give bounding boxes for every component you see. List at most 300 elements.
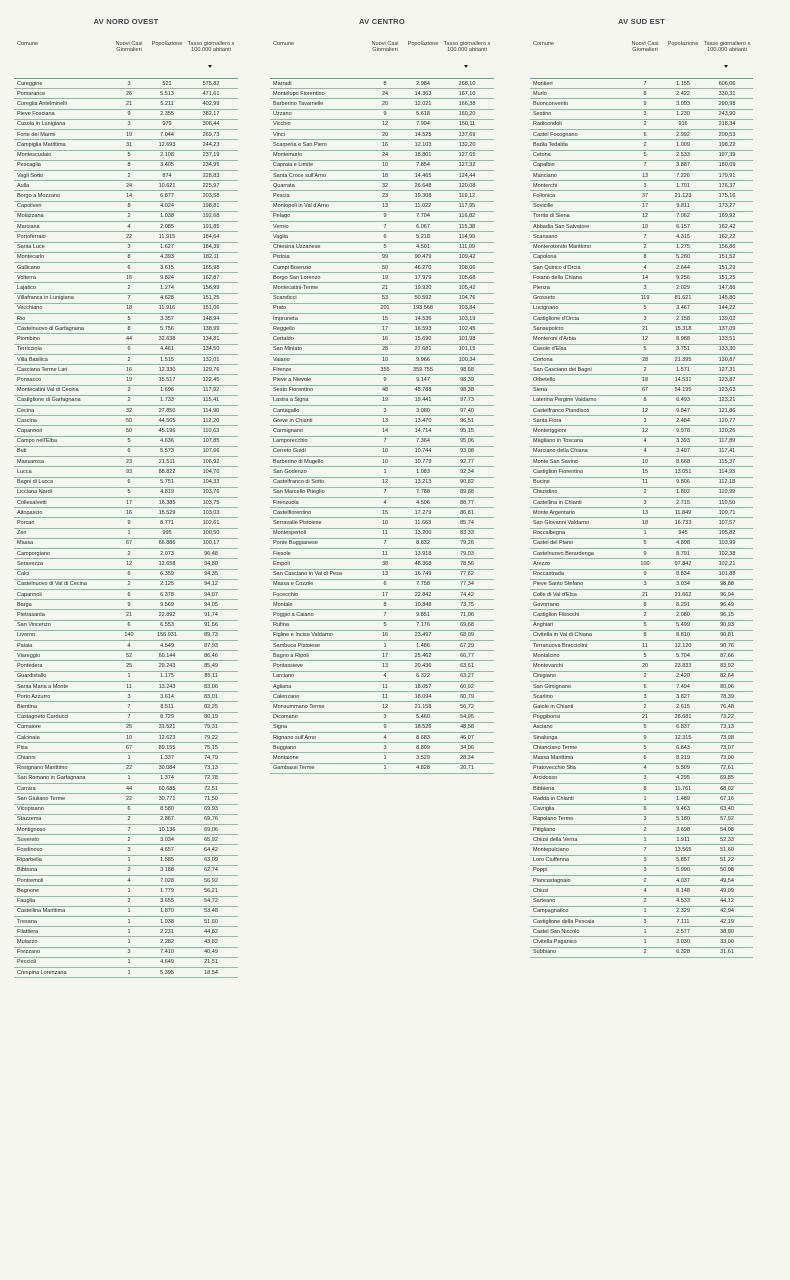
cell-popolazione: 21.395: [674, 356, 692, 363]
table-row: [270, 396, 494, 406]
cell-comune: Firenzuola: [273, 499, 299, 506]
cell-tasso: 103,76: [202, 489, 220, 496]
table-row: [530, 610, 753, 620]
cell-comune: Gavorrano: [533, 601, 559, 608]
cell-nuovi-casi: 19: [381, 274, 389, 281]
table-row: [270, 151, 494, 161]
cell-nuovi-casi: 3: [643, 315, 647, 322]
cell-tasso: 234,95: [202, 162, 220, 169]
cell-comune: Stazzema: [17, 816, 42, 823]
cell-nuovi-casi: 5: [643, 540, 647, 547]
cell-tasso: 71,50: [204, 795, 218, 802]
cell-tasso: 76,48: [720, 703, 734, 710]
cell-tasso: 151,29: [718, 264, 736, 271]
cell-nuovi-casi: 2: [643, 673, 647, 680]
cell-nuovi-casi: 18: [641, 520, 649, 527]
cell-tasso: 93,08: [460, 448, 474, 455]
header-comune[interactable]: Comune: [17, 41, 39, 47]
cell-comune: Carmignano: [273, 428, 303, 435]
cell-tasso: 63,27: [460, 673, 474, 680]
cell-tasso: 62,74: [204, 867, 218, 874]
cell-comune: Poggio a Caiano: [273, 611, 314, 618]
table-header: [530, 41, 753, 79]
table-row: [14, 856, 238, 866]
cell-comune: Dicomano: [273, 714, 298, 721]
cell-popolazione: 6.877: [160, 193, 174, 200]
cell-comune: Firenze: [273, 366, 292, 373]
cell-comune: Forte dei Marmi: [17, 131, 56, 138]
cell-comune: Radda in Chianti: [533, 795, 574, 802]
cell-popolazione: 4.636: [160, 438, 174, 445]
cell-tasso: 28,34: [460, 755, 474, 762]
header-tasso[interactable]: [703, 41, 751, 79]
header-popolazione[interactable]: Popolazione: [151, 41, 183, 47]
table-row: [530, 345, 753, 355]
table-row: [14, 927, 238, 937]
cell-popolazione: 2.533: [676, 152, 690, 159]
cell-popolazione: 14.525: [414, 131, 432, 138]
cell-tasso: 56,21: [204, 887, 218, 894]
cell-nuovi-casi: 21: [125, 101, 133, 108]
cell-tasso: 148,94: [202, 315, 220, 322]
cell-tasso: 127,65: [458, 152, 476, 159]
cell-comune: Castiglione d'Orcia: [533, 315, 579, 322]
cell-comune: Castiglion Fiorentino: [533, 468, 584, 475]
header-comune[interactable]: Comune: [273, 41, 295, 47]
cell-popolazione: 2.158: [676, 315, 690, 322]
table-row: [270, 518, 494, 528]
cell-comune: Castellina in Chianti: [533, 499, 582, 506]
cell-comune: Laterina Pergine Valdarno: [533, 397, 597, 404]
cell-comune: Barberino di Mugello: [273, 458, 324, 465]
cell-popolazione: 2.080: [676, 611, 690, 618]
cell-tasso: 103,19: [458, 315, 476, 322]
cell-tasso: 112,18: [718, 479, 736, 486]
table-row: [270, 232, 494, 242]
cell-nuovi-casi: 11: [382, 683, 388, 690]
table-row: [530, 283, 753, 293]
table-row: [270, 222, 494, 232]
table-row: [14, 130, 238, 140]
cell-comune: Cinigiano: [533, 673, 556, 680]
cell-comune: Montescudaio: [17, 152, 52, 159]
cell-tasso: 52,33: [720, 836, 734, 843]
cell-nuovi-casi: 1: [643, 938, 647, 945]
cell-popolazione: 4.657: [160, 847, 174, 854]
cell-nuovi-casi: 9: [383, 376, 387, 383]
cell-nuovi-casi: 7: [383, 438, 387, 445]
cell-popolazione: 15.517: [158, 376, 176, 383]
table-row: [270, 345, 494, 355]
cell-tasso: 67,29: [460, 642, 474, 649]
cell-nuovi-casi: 9: [643, 734, 647, 741]
table-row: [14, 478, 238, 488]
header-popolazione[interactable]: Popolazione: [407, 41, 439, 47]
cell-comune: Vernio: [273, 223, 289, 230]
cell-tasso: 68,09: [460, 632, 474, 639]
cell-nuovi-casi: 9: [383, 111, 387, 118]
cell-comune: Figline e Incisa Valdarno: [273, 632, 333, 639]
cell-popolazione: 97.842: [674, 560, 692, 567]
table-row: [270, 559, 494, 569]
cell-nuovi-casi: 3: [643, 182, 647, 189]
cell-popolazione: 6.328: [676, 949, 690, 956]
cell-comune: Impruneta: [273, 315, 298, 322]
cell-nuovi-casi: 1: [127, 755, 131, 762]
cell-comune: Molazzana: [17, 213, 44, 220]
cell-nuovi-casi: 16: [381, 141, 389, 148]
cell-tasso: 151,25: [718, 274, 736, 281]
cell-nuovi-casi: 5: [127, 315, 131, 322]
table-row: [270, 120, 494, 130]
table-row: [14, 355, 238, 365]
cell-nuovi-casi: 2: [127, 898, 131, 905]
cell-popolazione: 8.832: [416, 540, 430, 547]
cell-comune: Follonica: [533, 193, 556, 200]
table-header: [14, 41, 238, 79]
cell-popolazione: 23.833: [674, 663, 692, 670]
cell-comune: Cantagallo: [273, 407, 300, 414]
cell-tasso: 106,92: [202, 458, 220, 465]
header-comune[interactable]: Comune: [533, 41, 555, 47]
cell-nuovi-casi: 6: [643, 131, 647, 138]
cell-popolazione: 7.111: [676, 918, 690, 925]
cell-popolazione: 21.123: [674, 193, 692, 200]
cell-popolazione: 17.979: [414, 274, 432, 281]
cell-comune: Cerreto Guidi: [273, 448, 306, 455]
table-row: [14, 498, 238, 508]
table-row: [270, 263, 494, 273]
table-row: [14, 692, 238, 702]
cell-comune: Montaione: [273, 755, 299, 762]
cell-nuovi-casi: 17: [381, 591, 389, 598]
cell-nuovi-casi: 2: [127, 836, 131, 843]
cell-popolazione: 4.533: [676, 898, 690, 905]
cell-comune: San Quirico d'Orcia: [533, 264, 581, 271]
cell-tasso: 137,69: [458, 131, 476, 138]
cell-comune: Montemurlo: [273, 152, 303, 159]
cell-popolazione: 16.385: [158, 499, 176, 506]
table-row: [14, 375, 238, 385]
cell-popolazione: 10.779: [414, 458, 432, 465]
cell-nuovi-casi: 3: [127, 121, 131, 128]
table-row: [270, 89, 494, 99]
cell-popolazione: 27.681: [414, 346, 432, 353]
cell-comune: Anghiari: [533, 622, 554, 629]
cell-popolazione: 6.843: [676, 744, 690, 751]
cell-tasso: 79,31: [204, 724, 218, 731]
table-row: [14, 263, 238, 273]
table-row: [530, 723, 753, 733]
cell-nuovi-casi: 1: [127, 918, 131, 925]
cell-comune: Castiglion Fibocchi: [533, 611, 580, 618]
cell-popolazione: 5.509: [676, 765, 690, 772]
cell-comune: Capolona: [533, 254, 557, 261]
cell-nuovi-casi: 15: [381, 509, 389, 516]
cell-nuovi-casi: 355: [380, 366, 390, 373]
cell-comune: San Miniato: [273, 346, 303, 353]
table-row: [530, 478, 753, 488]
table-row: [14, 794, 238, 804]
cell-comune: Marciano della Chiana: [533, 448, 588, 455]
cell-nuovi-casi: 3: [643, 581, 647, 588]
table-row: [530, 324, 753, 334]
cell-comune: Bientina: [17, 703, 37, 710]
table-row: [14, 79, 238, 89]
cell-nuovi-casi: 1: [643, 795, 647, 802]
cell-nuovi-casi: 119: [640, 295, 650, 302]
cell-comune: Greve in Chianti: [273, 417, 313, 424]
cell-tasso: 330,31: [718, 90, 736, 97]
cell-comune: Santa Fiora: [533, 417, 562, 424]
cell-popolazione: 5.857: [676, 857, 690, 864]
cell-tasso: 104,33: [202, 479, 220, 486]
cell-popolazione: 1.374: [160, 775, 174, 782]
cell-nuovi-casi: 11: [382, 530, 388, 537]
table-row: [270, 99, 494, 109]
header-popolazione[interactable]: Popolazione: [667, 41, 699, 47]
cell-nuovi-casi: 10: [641, 223, 649, 230]
table-row: [270, 324, 494, 334]
cell-tasso: 151,06: [202, 305, 220, 312]
table-row: [270, 651, 494, 661]
table-row: [14, 212, 238, 222]
cell-popolazione: 9.569: [160, 601, 174, 608]
cell-comune: Siena: [533, 387, 548, 394]
table-row: [530, 130, 753, 140]
cell-popolazione: 1.585: [160, 857, 174, 864]
cell-popolazione: 5.460: [416, 714, 430, 721]
cell-popolazione: 4.024: [160, 203, 174, 210]
cell-nuovi-casi: 4: [127, 642, 131, 649]
cell-popolazione: 9.256: [676, 274, 690, 281]
header-nuovi-casi[interactable]: Nuovi Casi Giornalieri: [115, 41, 143, 54]
cell-nuovi-casi: 12: [641, 428, 649, 435]
cell-comune: Pescaglia: [17, 162, 41, 169]
table-row: [14, 968, 238, 978]
cell-nuovi-casi: 17: [125, 499, 133, 506]
cell-comune: Fucecchio: [273, 591, 299, 598]
cell-popolazione: 6.157: [676, 223, 690, 230]
table-row: [14, 243, 238, 253]
cell-popolazione: 3.529: [416, 755, 430, 762]
cell-nuovi-casi: 9: [643, 550, 647, 557]
cell-tasso: 147,86: [718, 284, 736, 291]
cell-popolazione: 14.363: [414, 90, 432, 97]
cell-tasso: 73,75: [460, 601, 474, 608]
cell-nuovi-casi: 1: [127, 775, 131, 782]
table-row: [14, 876, 238, 886]
cell-tasso: 50,08: [720, 867, 734, 874]
cell-nuovi-casi: 93: [125, 468, 133, 475]
cell-comune: Cortona: [533, 356, 553, 363]
table-row: [14, 917, 238, 927]
table-row: [530, 181, 753, 191]
cell-comune: Civitella in Val di Chiana: [533, 632, 592, 639]
table-row: [14, 805, 238, 815]
cell-comune: Campagnatico: [533, 908, 569, 915]
cell-nuovi-casi: 13: [381, 417, 389, 424]
cell-comune: Montecarlo: [17, 254, 45, 261]
cell-tasso: 60,79: [460, 693, 474, 700]
cell-nuovi-casi: 32: [381, 182, 389, 189]
cell-tasso: 107,85: [202, 438, 220, 445]
table-row: [14, 467, 238, 477]
cell-tasso: 225,97: [202, 182, 220, 189]
cell-tasso: 18,54: [204, 969, 218, 976]
cell-popolazione: 12.021: [414, 101, 432, 108]
cell-comune: Montieri: [533, 80, 553, 87]
cell-tasso: 73,13: [204, 765, 218, 772]
cell-tasso: 105,68: [458, 274, 476, 281]
cell-tasso: 49,54: [720, 877, 734, 884]
cell-nuovi-casi: 7: [383, 223, 387, 230]
cell-popolazione: 1.489: [676, 795, 690, 802]
cell-nuovi-casi: 10: [641, 458, 649, 465]
cell-nuovi-casi: 7: [127, 826, 131, 833]
table-row: [14, 488, 238, 498]
cell-nuovi-casi: 1: [127, 959, 131, 966]
cell-tasso: 169,92: [718, 213, 736, 220]
table-row: [14, 835, 238, 845]
table-row: [14, 140, 238, 150]
cell-tasso: 120,08: [458, 182, 476, 189]
cell-popolazione: 10.136: [158, 826, 176, 833]
cell-nuovi-casi: 7: [643, 847, 647, 854]
cell-comune: Signa: [273, 724, 288, 731]
table-row: [14, 171, 238, 181]
cell-tasso: 83,01: [204, 693, 218, 700]
cell-tasso: 108,06: [458, 264, 476, 271]
cell-comune: Carrara: [17, 785, 36, 792]
header-nuovi-casi[interactable]: Nuovi Casi Giornalieri: [371, 41, 399, 54]
table-row: [530, 151, 753, 161]
cell-comune: Civitella Paganico: [533, 938, 577, 945]
cell-popolazione: 3.614: [160, 693, 174, 700]
cell-nuovi-casi: 50: [125, 417, 133, 424]
cell-tasso: 184,39: [202, 244, 220, 251]
table-row: [530, 713, 753, 723]
cell-tasso: 42,19: [720, 918, 734, 925]
cell-comune: Terricciola: [17, 346, 42, 353]
cell-comune: Casole d'Elsa: [533, 346, 567, 353]
table-row: [530, 253, 753, 263]
cell-comune: Monte Argentario: [533, 509, 575, 516]
table-row: [270, 181, 494, 191]
cell-nuovi-casi: 21: [641, 591, 649, 598]
table-row: [270, 130, 494, 140]
cell-popolazione: 2.329: [676, 908, 690, 915]
cell-tasso: 87,66: [720, 652, 734, 659]
cell-popolazione: 5.211: [160, 101, 174, 108]
table-row: [530, 539, 753, 549]
table-row: [270, 212, 494, 222]
cell-tasso: 133,30: [718, 346, 736, 353]
cell-popolazione: 1.275: [676, 244, 690, 251]
header-tasso[interactable]: [187, 41, 235, 79]
cell-comune: Vaglia: [273, 233, 288, 240]
cell-nuovi-casi: 20: [381, 101, 389, 108]
table-row: [270, 631, 494, 641]
table-row: [14, 457, 238, 467]
cell-tasso: 471,61: [202, 90, 220, 97]
table-row: [530, 99, 753, 109]
cell-popolazione: 22.892: [158, 611, 176, 618]
cell-tasso: 127,31: [718, 366, 736, 373]
cell-comune: Licciana Nardi: [17, 489, 52, 496]
cell-comune: Porcari: [17, 520, 35, 527]
cell-comune: Certaldo: [273, 336, 294, 343]
cell-nuovi-casi: 4: [127, 877, 131, 884]
header-nuovi-casi[interactable]: Nuovi Casi Giornalieri: [631, 41, 659, 54]
cell-comune: Palaia: [17, 642, 33, 649]
cell-popolazione: 979: [162, 121, 172, 128]
table-row: [270, 355, 494, 365]
table-row: [270, 243, 494, 253]
cell-nuovi-casi: 6: [127, 622, 131, 629]
cell-popolazione: 4.549: [160, 642, 174, 649]
cell-tasso: 90,81: [720, 632, 734, 639]
cell-nuovi-casi: 11: [642, 479, 648, 486]
cell-tasso: 107,66: [202, 448, 220, 455]
cell-comune: Castelnuovo di Val di Cecina: [17, 581, 87, 588]
cell-popolazione: 9.847: [676, 407, 690, 414]
cell-popolazione: 2.108: [160, 152, 174, 159]
cell-popolazione: 3.093: [676, 101, 690, 108]
cell-tasso: 56,72: [460, 703, 474, 710]
cell-popolazione: 11.849: [674, 509, 692, 516]
cell-comune: San Gimignano: [533, 683, 571, 690]
cell-popolazione: 3.615: [160, 264, 174, 271]
cell-popolazione: 18.526: [414, 724, 432, 731]
cell-tasso: 103,75: [202, 499, 220, 506]
cell-popolazione: 4.819: [160, 489, 174, 496]
cell-tasso: 56,92: [204, 877, 218, 884]
cell-comune: San Giovanni Valdarno: [533, 520, 590, 527]
table-row: [530, 651, 753, 661]
cell-comune: Campiglia Marittima: [17, 141, 66, 148]
table-row: [530, 386, 753, 396]
cell-tasso: 203,58: [202, 193, 220, 200]
cell-popolazione: 48.788: [414, 387, 432, 394]
cell-nuovi-casi: 5: [643, 744, 647, 751]
table-row: [530, 375, 753, 385]
cell-tasso: 134,81: [202, 336, 220, 343]
cell-nuovi-casi: 12: [641, 407, 649, 414]
cell-tasso: 179,91: [718, 172, 736, 179]
cell-tasso: 88,77: [460, 499, 474, 506]
cell-comune: Vecchiano: [17, 305, 43, 312]
table-row: [14, 110, 238, 120]
cell-tasso: 73,08: [720, 734, 734, 741]
cell-tasso: 306,44: [202, 121, 220, 128]
cell-tasso: 96,49: [720, 601, 734, 608]
cell-tasso: 167,10: [458, 90, 476, 97]
cell-tasso: 120,26: [718, 428, 736, 435]
cell-comune: Capannoli: [17, 591, 42, 598]
cell-nuovi-casi: 4: [127, 223, 131, 230]
cell-comune: Campo nell'Elba: [17, 438, 57, 445]
cell-nuovi-casi: 24: [125, 182, 133, 189]
cell-nuovi-casi: 5: [127, 438, 131, 445]
cell-tasso: 95,15: [460, 428, 474, 435]
cell-nuovi-casi: 17: [381, 652, 389, 659]
cell-nuovi-casi: 2: [643, 826, 647, 833]
header-tasso[interactable]: [443, 41, 491, 79]
table-row: [530, 692, 753, 702]
cell-tasso: 65,92: [204, 836, 218, 843]
table-body: [530, 79, 753, 958]
